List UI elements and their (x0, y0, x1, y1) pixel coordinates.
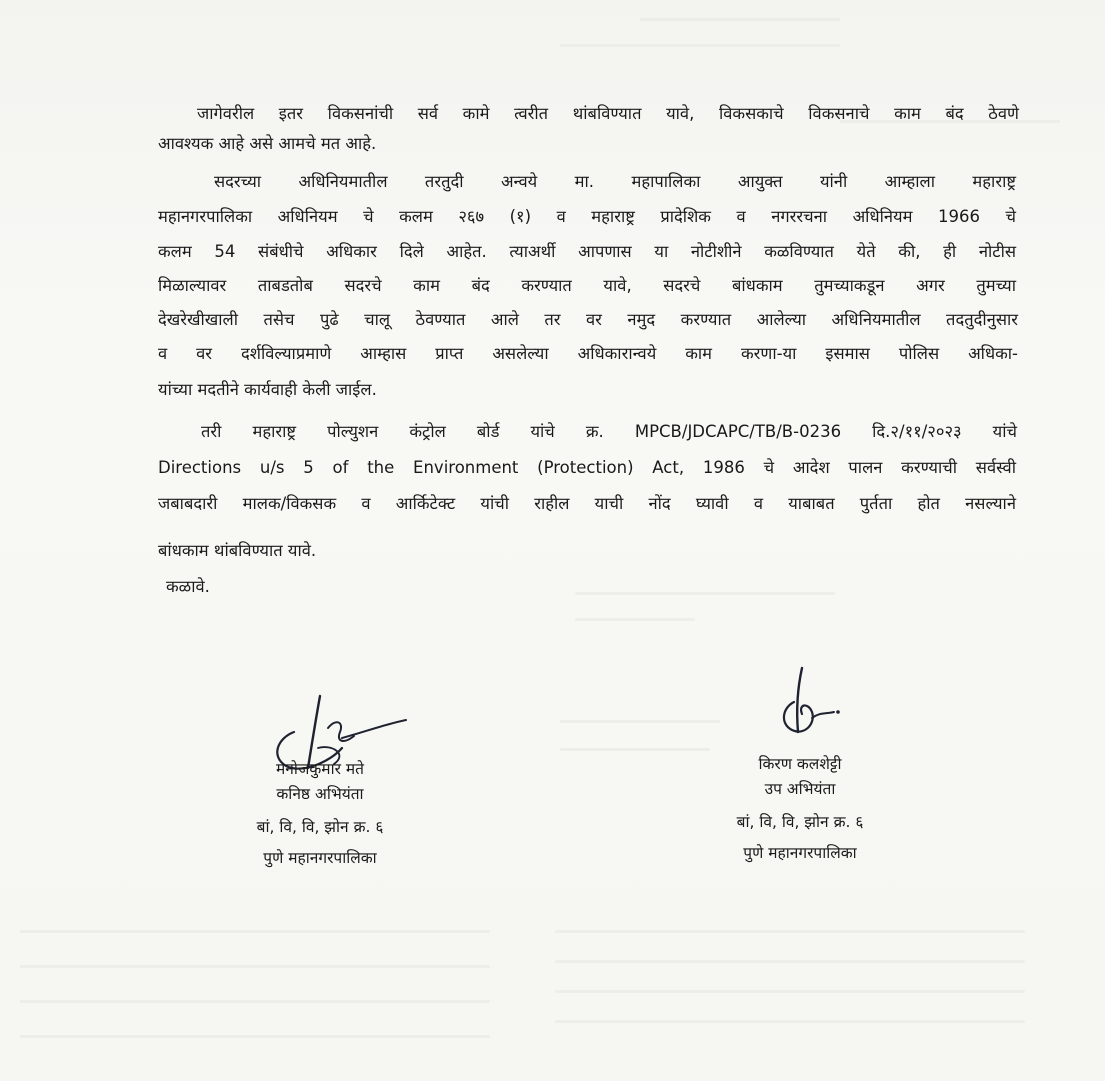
bleed-through-line (20, 1000, 490, 1003)
text-line: मिळाल्यावर ताबडतोब सदरचे काम बंद करण्यात यावे, सदरचे बांधकाम तुमच्याकडून अगर तुमच्या (158, 276, 1016, 295)
text-line: आवश्यक आहे असे आमचे मत आहे. (158, 134, 377, 153)
text-line: महानगरपालिका अधिनियम चे कलम २६७ (१) व महाराष्ट्र प्रादेशिक व नगररचना अधिनियम 1966 चे (158, 207, 1016, 226)
signatory-organization: पुणे महानगरपालिका (743, 844, 857, 862)
bleed-through-line (20, 965, 490, 968)
signatory-name: मनोजकुमार मते (276, 760, 364, 778)
closing-text: कळावे. (166, 577, 210, 596)
text-line: सदरच्या अधिनियमातील तरतुदी अन्वये मा. महापालिका आयुक्त यांनी आम्हाला महाराष्ट्र (214, 172, 1016, 191)
bleed-through-line (575, 618, 695, 621)
text-line: व वर दर्शविल्याप्रमाणे आम्हास प्राप्त असलेल्या अधिकारान्वये काम करणा-या इसमास पोलिस अधिका- (158, 344, 1018, 363)
signatory-left (200, 757, 440, 871)
text-line: कलम 54 संबंधीचे अधिकार दिले आहेत. त्याअर्थी आपणास या नोटीशीने कळविण्यात येते की, ही नोटीस (158, 242, 1016, 261)
signatory-department: बां, वि, वि, झोन क्र. ६ (736, 813, 864, 831)
bleed-through-line (20, 930, 490, 933)
text-line: देखरेखीखाली तसेच पुढे चालू ठेवण्यात आले तर वर नमुद करण्यात आलेल्या अधिनियमातील तदतुदीनुसार (158, 310, 1018, 329)
bleed-through-line (560, 748, 710, 751)
signatory-name: किरण कलशेट्टी (758, 755, 842, 773)
signatory-organization: पुणे महानगरपालिका (263, 849, 377, 867)
signatory-designation: उप अभियंता (764, 780, 836, 798)
signatory-designation: कनिष्ठ अभियंता (276, 785, 364, 803)
signatory-department: बां, वि, वि, झोन क्र. ६ (256, 818, 384, 836)
bleed-through-line (20, 1035, 490, 1038)
text-line: तरी महाराष्ट्र पोल्युशन कंट्रोल बोर्ड यांचे क्र. MPCB/JDCAPC/TB/B-0236 दि.२/११/२०२३ यांचे (201, 422, 1017, 441)
bleed-through-line (555, 1020, 1025, 1023)
bleed-through-line (560, 720, 720, 723)
bleed-through-line (560, 44, 840, 47)
text-line: यांच्या मदतीने कार्यवाही केली जाईल. (158, 380, 377, 399)
bleed-through-line (640, 18, 840, 21)
bleed-through-line (555, 960, 1025, 963)
bleed-through-line (555, 930, 1025, 933)
signatory-right (690, 752, 910, 866)
bleed-through-line (555, 990, 1025, 993)
bleed-through-line (575, 592, 835, 595)
text-line: बांधकाम थांबविण्यात यावे. (158, 541, 317, 560)
signature-right (772, 662, 852, 752)
text-line: Directions u/s 5 of the Environment (Protection) Act, 1986 चे आदेश पालन करण्याची सर्वस्वी (158, 458, 1016, 477)
text-line: जबाबदारी मालक/विकसक व आर्किटेक्ट यांची राहील याची नोंद घ्यावी व याबाबत पुर्तता होत नसल्याने (158, 494, 1016, 513)
text-line: जागेवरील इतर विकसनांची सर्व कामे त्वरीत थांबविण्यात यावे, विकसकाचे विकसनाचे काम बंद ठेवणे (197, 104, 1019, 123)
